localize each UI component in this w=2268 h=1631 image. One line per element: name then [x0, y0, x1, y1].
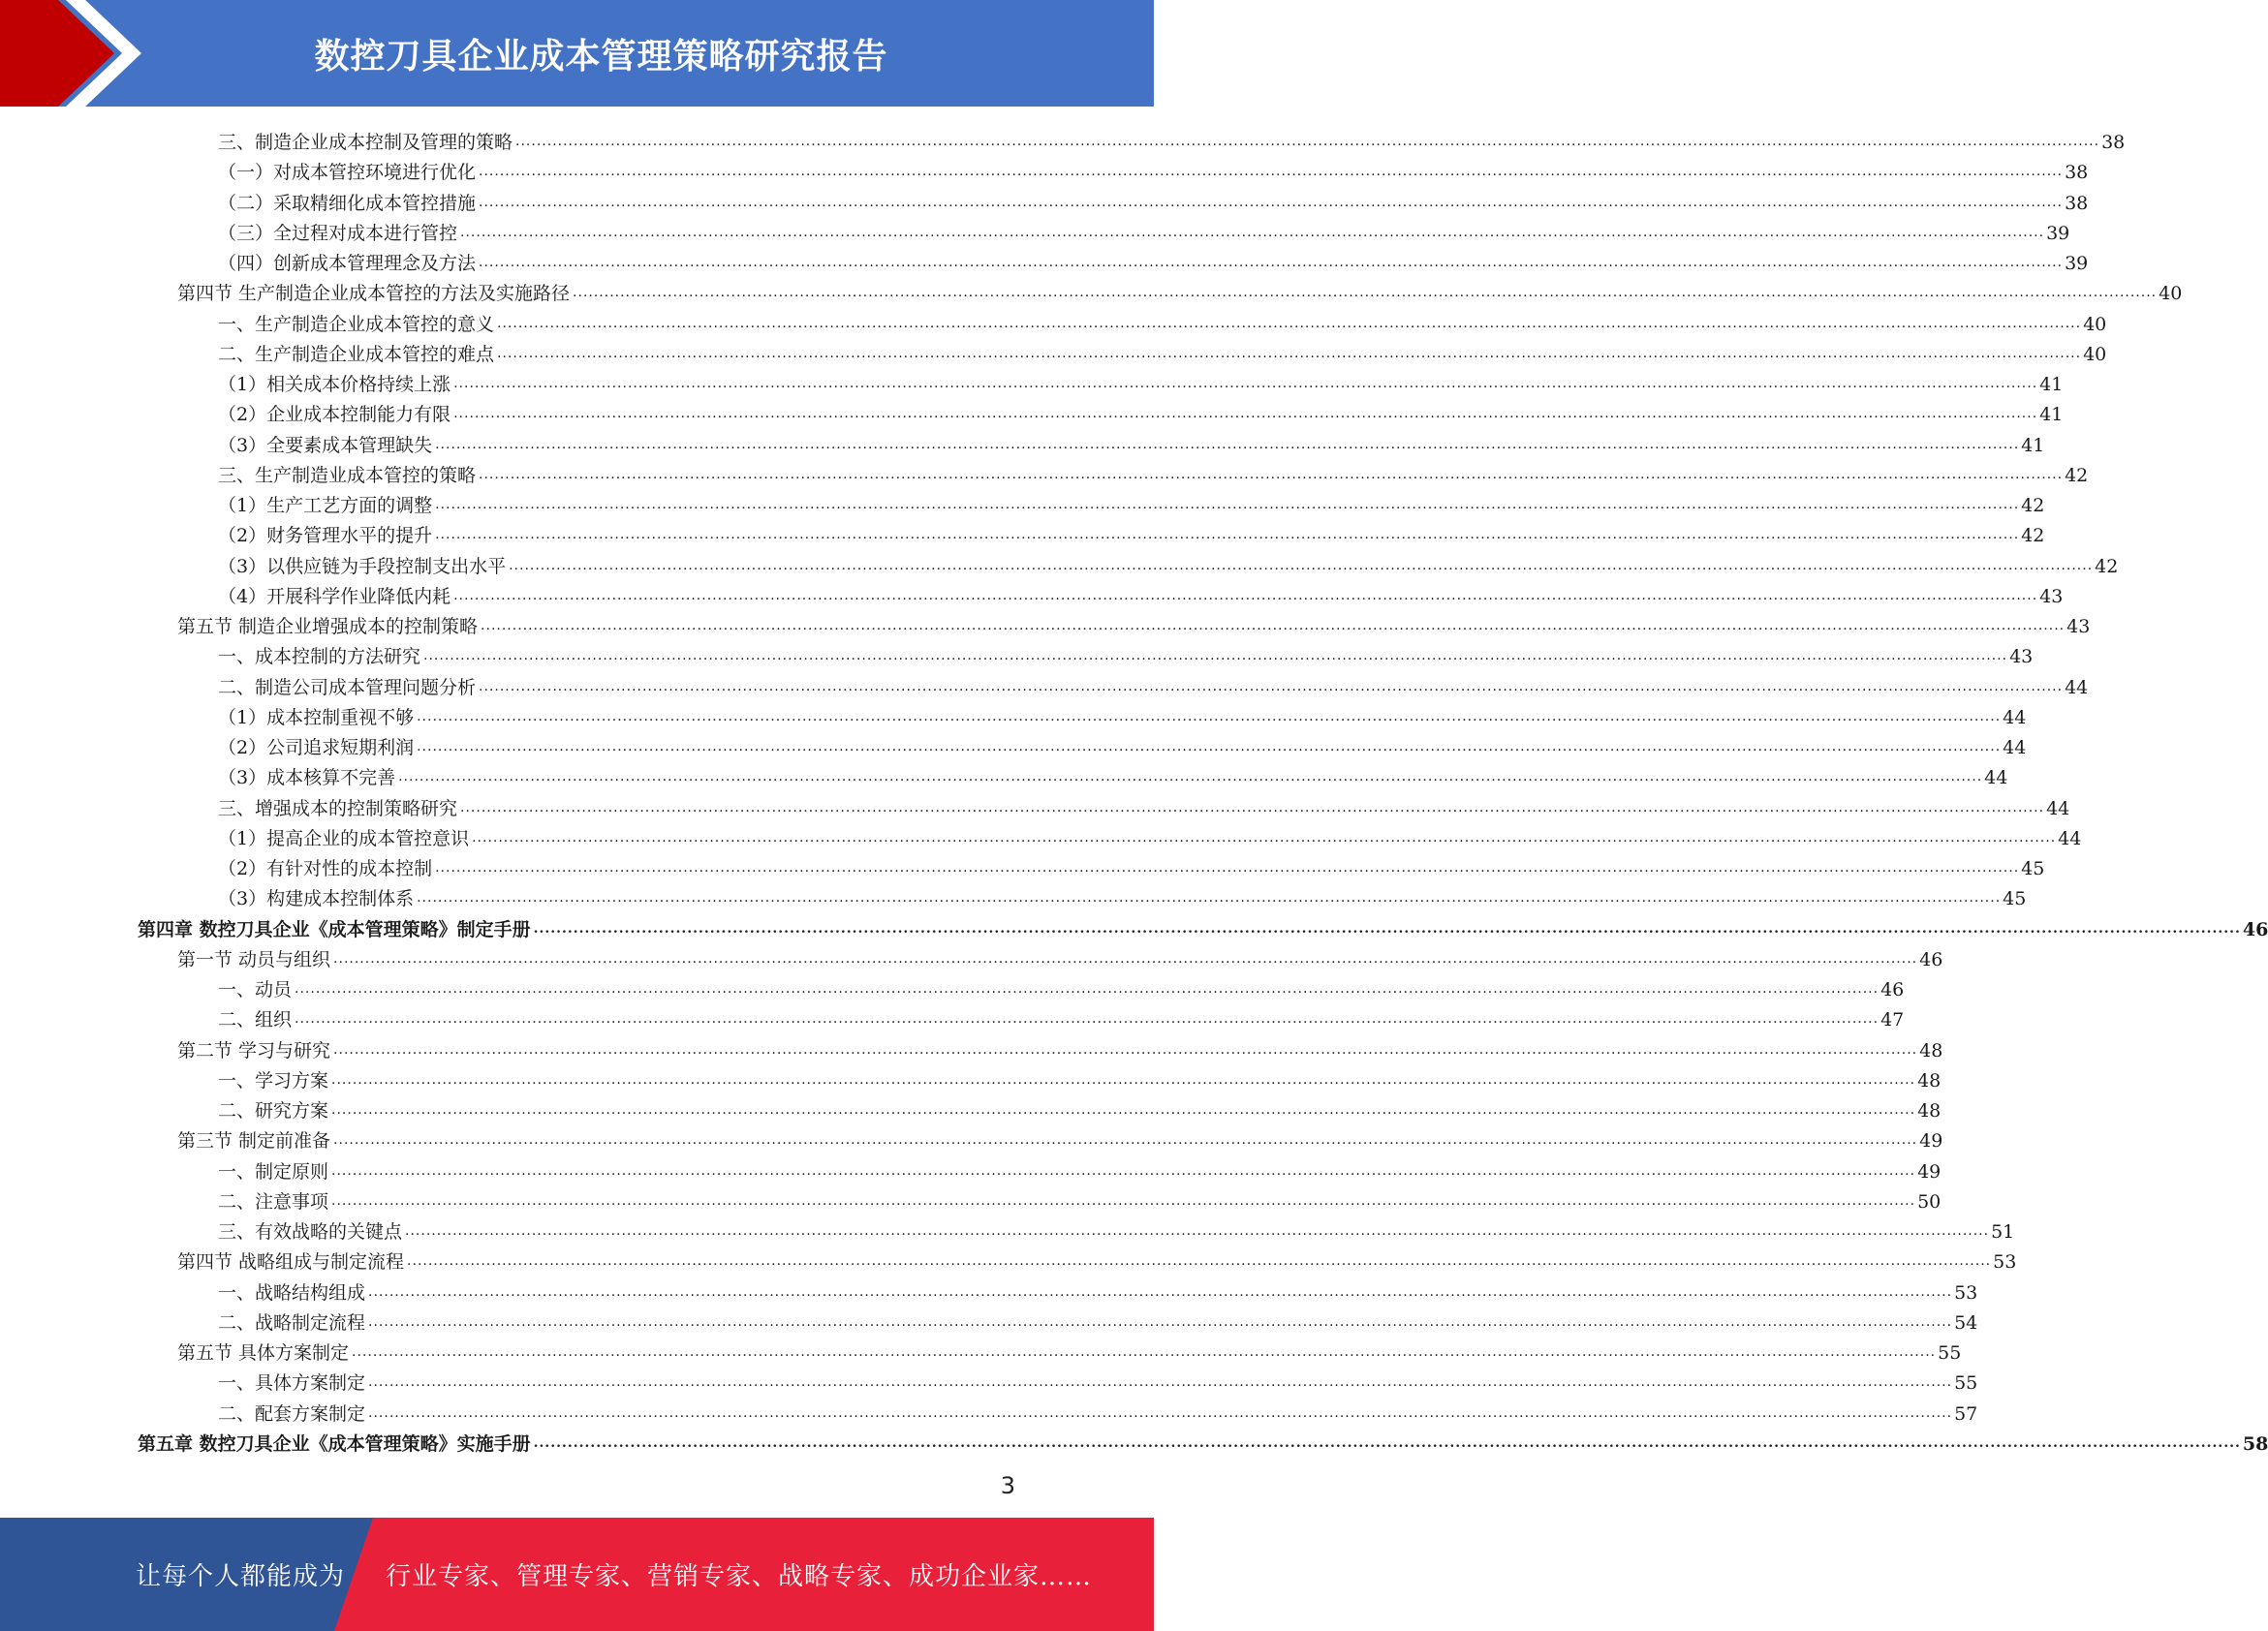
toc-entry[interactable]	[218, 153, 2089, 184]
toc-entry[interactable]	[177, 1031, 1943, 1062]
toc-entry[interactable]	[177, 1122, 1943, 1153]
toc-entry-label: 一、成本控制的方法研究	[218, 646, 421, 668]
toc-entry-label: 第五节 具体方案制定	[177, 1342, 350, 1364]
toc-entry-label: 三、制造企业成本控制及管理的策略	[218, 132, 513, 153]
page-number: 3	[1000, 1472, 1015, 1499]
toc-entry-label: （3）构建成本控制体系	[218, 888, 415, 910]
toc-entry-page: 48	[1917, 1069, 1942, 1092]
toc-leader-dots: ............................................................................................................................................................................................................................................................................................................	[423, 648, 2008, 664]
toc-leader-dots: ............................................................................................................................................................................................................................................................................................................	[331, 1102, 1916, 1118]
toc-leader-dots: ............................................................................................................................................................................................................................................................................................................	[417, 890, 2002, 907]
toc-entry-page: 40	[2083, 343, 2107, 365]
toc-leader-dots: ............................................................................................................................................................................................................................................................................................................	[295, 1011, 1880, 1028]
toc-entry[interactable]	[177, 274, 2183, 305]
toc-entry[interactable]	[218, 486, 2045, 516]
toc-entry-page: 53	[1993, 1251, 2017, 1274]
toc-entry[interactable]	[177, 607, 2091, 637]
toc-entry-page: 40	[2083, 313, 2107, 335]
toc-leader-dots: ............................................................................................................................................................................................................................................................................................................	[333, 1041, 1918, 1058]
toc-entry-label: （1）成本控制重视不够	[218, 706, 415, 728]
toc-entry-page: 41	[2039, 374, 2064, 395]
toc-entry-page: 55	[1938, 1342, 1962, 1364]
toc-entry[interactable]	[218, 577, 2064, 607]
toc-entry[interactable]	[218, 1183, 1942, 1213]
toc-leader-dots: ............................................................................................................................................................................................................................................................................................................	[368, 1283, 1953, 1300]
toc-leader-dots: ............................................................................................................................................................................................................................................................................................................	[407, 1253, 1992, 1270]
toc-entry-label: 二、战略制定流程	[218, 1311, 366, 1334]
toc-entry[interactable]	[218, 1000, 1905, 1031]
toc-entry-page: 43	[2009, 646, 2034, 668]
toc-entry[interactable]	[218, 244, 2089, 274]
toc-entry[interactable]	[218, 819, 2082, 849]
toc-entry-label: （2）财务管理水平的提升	[218, 525, 433, 547]
toc-entry-label: 二、注意事项	[218, 1190, 329, 1213]
toc-entry-label: 二、研究方案	[218, 1100, 329, 1122]
toc-entry-page: 44	[2058, 827, 2082, 849]
toc-entry-label: （1）生产工艺方面的调整	[218, 495, 433, 516]
toc-entry[interactable]	[218, 305, 2107, 335]
toc-entry-label: （二）采取精细化成本管控措施	[218, 192, 477, 214]
toc-entry[interactable]	[218, 698, 2027, 728]
toc-entry[interactable]	[218, 849, 2045, 879]
toc-entry[interactable]	[218, 547, 2119, 577]
toc-entry-page: 41	[2021, 434, 2045, 456]
toc-entry-label: 二、配套方案制定	[218, 1402, 366, 1425]
toc-entry-label: （一）对成本管控环境进行优化	[218, 162, 477, 184]
toc-entry[interactable]	[177, 1334, 1962, 1364]
toc-entry-page: 39	[2046, 222, 2070, 244]
toc-leader-dots: ............................................................................................................................................................................................................................................................................................................	[453, 376, 2038, 391]
toc-entry-page: 44	[2065, 676, 2089, 698]
toc-entry-page: 38	[2065, 192, 2089, 214]
footer-slogan-right: 行业专家、管理专家、营销专家、战略专家、成功企业家……	[386, 1562, 1093, 1591]
toc-entry-label: （四）创新成本管理理念及方法	[218, 253, 477, 274]
toc-entry-label: 二、组织	[218, 1009, 293, 1031]
page-footer	[0, 1518, 1154, 1631]
toc-entry-page: 47	[1880, 1009, 1905, 1031]
toc-entry-page: 42	[2095, 555, 2119, 577]
toc-entry-label: 第五节 制造企业增强成本的控制策略	[177, 616, 479, 637]
toc-leader-dots: ............................................................................................................................................................................................................................................................................................................	[509, 557, 2094, 573]
toc-entry-label: 第四章 数控刀具企业《成本管理策略》制定手册	[138, 918, 531, 940]
toc-entry-page: 39	[2065, 253, 2089, 274]
toc-entry-page: 44	[2003, 737, 2027, 758]
toc-entry-label: 三、有效战略的关键点	[218, 1221, 403, 1243]
toc-leader-dots: ............................................................................................................................................................................................................................................................................................................	[460, 799, 2045, 816]
toc-entry-page: 49	[1917, 1160, 1942, 1183]
toc-entry-page: 38	[2101, 132, 2126, 153]
toc-entry-label: 二、制造公司成本管理问题分析	[218, 676, 477, 698]
toc-entry-label: （3）全要素成本管理缺失	[218, 434, 433, 456]
toc-entry[interactable]	[218, 516, 2045, 547]
toc-entry[interactable]	[218, 365, 2064, 395]
toc-entry-label: 第五章 数控刀具企业《成本管理策略》实施手册	[138, 1432, 531, 1455]
toc-entry-label: （1）相关成本价格持续上涨	[218, 374, 451, 395]
toc-entry[interactable]	[218, 879, 2027, 910]
toc-entry[interactable]	[218, 214, 2070, 244]
toc-entry-page: 41	[2039, 404, 2064, 426]
toc-leader-dots: ............................................................................................................................................................................................................................................................................................................	[479, 164, 2064, 180]
toc-entry[interactable]	[218, 970, 1905, 1000]
toc-entry-label: （2）有针对性的成本控制	[218, 858, 433, 879]
toc-leader-dots: ............................................................................................................................................................................................................................................................................................................	[533, 1434, 2241, 1451]
toc-entry-label: 一、学习方案	[218, 1069, 329, 1092]
toc-leader-dots: ............................................................................................................................................................................................................................................................................................................	[472, 829, 2057, 846]
toc-entry-label: 第四节 战略组成与制定流程	[177, 1251, 405, 1274]
toc-leader-dots: ............................................................................................................................................................................................................................................................................................................	[533, 920, 2241, 937]
toc-leader-dots: ............................................................................................................................................................................................................................................................................................................	[479, 255, 2064, 270]
toc-entry[interactable]	[218, 789, 2070, 819]
toc-leader-dots: ............................................................................................................................................................................................................................................................................................................	[398, 769, 1983, 785]
toc-leader-dots: ............................................................................................................................................................................................................................................................................................................	[352, 1344, 1937, 1360]
toc-entry-label: 一、生产制造企业成本管控的意义	[218, 313, 495, 335]
toc-leader-dots: ............................................................................................................................................................................................................................................................................................................	[479, 466, 2064, 482]
toc-entry[interactable]	[218, 668, 2089, 698]
toc-entry-page: 45	[2003, 888, 2027, 910]
toc-entry-page: 43	[2039, 585, 2064, 607]
toc-entry[interactable]	[218, 1364, 1978, 1395]
toc-entry-page: 51	[1991, 1221, 2015, 1243]
toc-entry-label: 第四节 生产制造企业成本管控的方法及实施路径	[177, 283, 571, 305]
toc-entry-label: 一、制定原则	[218, 1160, 329, 1183]
toc-entry[interactable]	[138, 910, 2268, 940]
toc-entry[interactable]	[218, 1304, 1978, 1334]
toc-entry-label: 一、具体方案制定	[218, 1372, 366, 1395]
toc-entry[interactable]	[218, 1213, 2015, 1243]
toc-leader-dots: ............................................................................................................................................................................................................................................................................................................	[479, 678, 2064, 694]
toc-entry-page: 44	[2003, 706, 2027, 728]
toc-entry-page: 48	[1917, 1100, 1942, 1122]
toc-entry-page: 40	[2159, 283, 2183, 305]
toc-leader-dots: ............................................................................................................................................................................................................................................................................................................	[479, 194, 2064, 210]
toc-entry-label: （3）以供应链为手段控制支出水平	[218, 555, 507, 577]
toc-leader-dots: ............................................................................................................................................................................................................................................................................................................	[368, 1404, 1953, 1421]
document-title: 数控刀具企业成本管理策略研究报告	[314, 36, 888, 77]
toc-entry[interactable]	[218, 395, 2064, 426]
toc-leader-dots: ............................................................................................................................................................................................................................................................................................................	[453, 406, 2038, 422]
toc-entry-page: 48	[1919, 1039, 1943, 1062]
toc-leader-dots: ............................................................................................................................................................................................................................................................................................................	[368, 1313, 1953, 1330]
toc-leader-dots: ............................................................................................................................................................................................................................................................................................................	[417, 739, 2002, 754]
toc-entry-label: （1）提高企业的成本管控意识	[218, 827, 470, 849]
toc-leader-dots: ............................................................................................................................................................................................................................................................................................................	[460, 224, 2045, 240]
toc-leader-dots: ............................................................................................................................................................................................................................................................................................................	[405, 1223, 1990, 1239]
toc-entry[interactable]	[218, 758, 2008, 789]
footer-slogan-left: 让每个人都能成为	[136, 1562, 346, 1591]
toc-entry[interactable]	[218, 1062, 1942, 1092]
toc-entry[interactable]	[218, 123, 2126, 153]
toc-leader-dots: ............................................................................................................................................................................................................................................................................................................	[368, 1374, 1953, 1391]
toc-entry-label: 三、生产制造业成本管控的策略	[218, 464, 477, 486]
toc-entry-page: 46	[1919, 948, 1943, 970]
toc-entry-label: （3）成本核算不完善	[218, 767, 396, 789]
toc-leader-dots: ............................................................................................................................................................................................................................................................................................................	[515, 134, 2100, 149]
toc-entry-label: 二、生产制造企业成本管控的难点	[218, 343, 495, 365]
toc-entry-label: （三）全过程对成本进行管控	[218, 222, 458, 244]
toc-entry-page: 46	[2242, 918, 2268, 940]
toc-leader-dots: ............................................................................................................................................................................................................................................................................................................	[435, 527, 2020, 543]
toc-leader-dots: ............................................................................................................................................................................................................................................................................................................	[481, 618, 2066, 633]
toc-entry[interactable]	[218, 728, 2027, 758]
toc-entry[interactable]	[138, 1425, 2268, 1455]
toc-leader-dots: ............................................................................................................................................................................................................................................................................................................	[331, 1192, 1916, 1209]
toc-entry-label: 一、动员	[218, 979, 293, 1000]
toc-entry[interactable]	[218, 1153, 1942, 1183]
toc-entry-page: 54	[1954, 1311, 1978, 1334]
toc-entry-label: 一、战略结构组成	[218, 1281, 366, 1304]
toc-leader-dots: ............................................................................................................................................................................................................................................................................................................	[435, 860, 2020, 876]
toc-entry[interactable]	[218, 456, 2089, 486]
toc-leader-dots: ............................................................................................................................................................................................................................................................................................................	[497, 345, 2082, 361]
toc-entry-label: 第一节 动员与组织	[177, 948, 331, 970]
toc-entry-page: 42	[2021, 525, 2045, 547]
toc-entry[interactable]	[218, 1092, 1942, 1122]
toc-entry-label: （2）公司追求短期利润	[218, 737, 415, 758]
toc-leader-dots: ............................................................................................................................................................................................................................................................................................................	[295, 981, 1880, 997]
toc-entry-page: 50	[1917, 1190, 1942, 1213]
toc-leader-dots: ............................................................................................................................................................................................................................................................................................................	[331, 1162, 1916, 1179]
toc-entry[interactable]	[218, 184, 2089, 214]
toc-leader-dots: ............................................................................................................................................................................................................................................................................................................	[435, 436, 2020, 452]
toc-entry-page: 44	[1984, 767, 2008, 789]
toc-entry[interactable]	[177, 940, 1943, 970]
toc-entry-page: 42	[2065, 464, 2089, 486]
toc-entry-page: 58	[2242, 1432, 2268, 1455]
toc-entry-label: 第二节 学习与研究	[177, 1039, 331, 1062]
toc-entry[interactable]	[218, 1395, 1978, 1425]
toc-entry[interactable]	[218, 637, 2034, 668]
header-arrow-decoration	[0, 0, 145, 107]
toc-entry-label: （4）开展科学作业降低内耗	[218, 585, 451, 607]
toc-leader-dots: ............................................................................................................................................................................................................................................................................................................	[497, 315, 2082, 331]
toc-entry-page: 42	[2021, 495, 2045, 516]
toc-leader-dots: ............................................................................................................................................................................................................................................................................................................	[573, 285, 2158, 301]
toc-entry-page: 43	[2066, 616, 2091, 637]
toc-entry-page: 45	[2021, 858, 2045, 879]
toc-entry-page: 53	[1954, 1281, 1978, 1304]
toc-entry-page: 46	[1880, 979, 1905, 1000]
toc-entry-page: 38	[2065, 162, 2089, 184]
toc-leader-dots: ............................................................................................................................................................................................................................................................................................................	[333, 1132, 1918, 1149]
toc-entry-label: （2）企业成本控制能力有限	[218, 404, 451, 426]
toc-leader-dots: ............................................................................................................................................................................................................................................................................................................	[417, 708, 2002, 724]
toc-entry[interactable]	[177, 1243, 2017, 1274]
toc-entry-label: 三、增强成本的控制策略研究	[218, 797, 458, 819]
page-header	[0, 0, 1154, 107]
toc-entry[interactable]	[218, 426, 2045, 456]
toc-entry-label: 第三节 制定前准备	[177, 1130, 331, 1153]
toc-leader-dots: ............................................................................................................................................................................................................................................................................................................	[331, 1071, 1916, 1088]
toc-leader-dots: ............................................................................................................................................................................................................................................................................................................	[453, 587, 2038, 603]
toc-leader-dots: ............................................................................................................................................................................................................................................................................................................	[333, 950, 1918, 967]
toc-entry[interactable]	[218, 335, 2107, 365]
toc-entry-page: 57	[1954, 1402, 1978, 1425]
toc-entry-page: 49	[1919, 1130, 1943, 1153]
toc-entry-page: 44	[2046, 797, 2070, 819]
toc-leader-dots: ............................................................................................................................................................................................................................................................................................................	[435, 497, 2020, 512]
toc-entry[interactable]	[218, 1274, 1978, 1304]
toc-entry-page: 55	[1954, 1372, 1978, 1395]
